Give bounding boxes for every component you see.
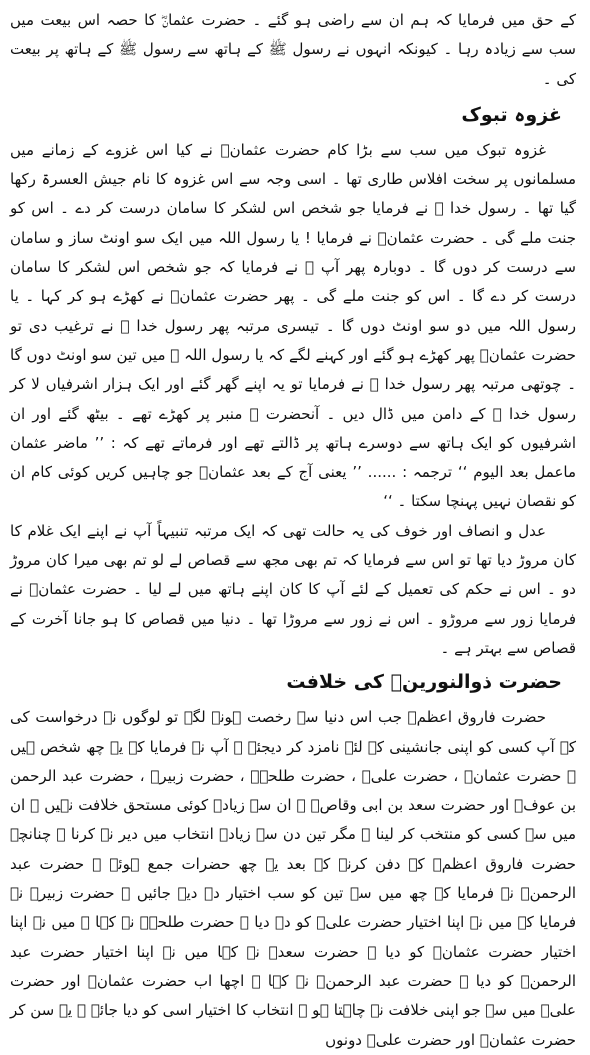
paragraph-tabuk: غزوہ تبوک میں سب سے بڑا کام حضرت عثمانؓ نے کیا اس غزوے کے زمانے میں مسلمانوں پر سخت افلاس طاری تھا ۔ اسی وجہ سے اس غزوہ کا نام جیش العسرۃ رکھا گیا تھا ۔ رسول خدا ﷺ نے فرمایا جو شخص اس لشکر کا سامان درست کر دے ۔ اس کو جنت ملے گی ۔ حضرت عثمانؓ نے فرمایا ! یا رسول اللہ میں ایک سو اونٹ ساز و سامان سے درست کر دوں گا ۔ دوبارہ پھر آپ ﷺ نے فرمایا کہ جو شخص اس لشکر کا سامان درست کر دے گا ۔ اس کو جنت ملے گی ۔ پھر حضرت عثمانؓ نے کھڑے ہو کر کہا ۔ یا رسول اللہ میں دو سو اونٹ دوں گا ۔ تیسری مرتبہ پھر رسول خدا ﷺ نے ترغیب دی تو حضرت عثمانؓ پھر کھڑے ہو گئے اور کہنے لگے کہ یا رسول اللہ ﷺ میں تین سو اونٹ دوں گا ۔ چوتھی مرتبہ پھر رسول خدا ﷺ نے فرمایا تو یہ اپنے گھر گئے اور ایک ہزار اشرفیاں لا کر رسول خدا ﷺ کے دامن میں ڈال دیں ۔ آنحضرت ﷺ منبر پر کھڑے تھے ۔ بیٹھ گئے اور ان اشرفیوں کو ایک ہاتھ سے دوسرے ہاتھ پر ڈالتے تھے اور فرماتے تھے کہ : ’’ ماضر عثمان ماعمل بعد الیوم ‘‘ ترجمہ : ...... ’’ یعنی آج کے بعد عثمانؓ جو چاہیں کریں کوئی کام ان کو نقصان نہیں پہنچا سکتا ۔ ‘‘: [10, 140, 576, 511]
heading-khilafat: حضرت ذوالنورینؓ کی خلافت: [286, 671, 562, 694]
opening-paragraph: کے حق میں فرمایا کہ ہم ان سے راضی ہو گئے ۔ حضرت عثمانؓ کا حصہ اس بیعت میں سب سے زیادہ رہا ۔ کیونکہ انہوں نے رسول ﷺ کے ہاتھ سے رسول ﷺ کے ہاتھ پر بیعت کی ۔: [10, 11, 576, 88]
paragraph-adl: عدل و انصاف اور خوف کی یہ حالت تھی کہ ایک مرتبہ تنبیہاً آپ نے اپنے ایک غلام کا کان مروڑ دیا تھا تو اس سے فرمایا کہ تم بھی مجھ سے قصاص لے لو تم بھی میرا کان مروڑ دو ۔ اس نے حکم کی تعمیل کے لئے آپ کا کان اپنے ہاتھ میں لے لیا ۔ حضرت عثمانؓ نے فرمایا زور سے مروڑو ۔ اس نے زور سے مروڑا تھا ۔ دنیا میں قصاص کا ہو جانا آخرت کے قصاص سے بہتر ہے ۔: [10, 521, 576, 657]
paragraph-khilafat: حضرت فاروق اعظمؓ جب اس دنیا سے رخصت ہونے لگے تو لوگوں نے درخواست کی کہ آپ کسی کو اپنی جانشینی کے لئے نامزد کر دیجئے ۔ آپ نے فرمایا کہ یہ چھ شخص ہیں ۔ حضرت عثمانؓ ، حضرت علیؓ ، حضرت طلحہؓ ، حضرت زبیرؓ ، حضرت عبد الرحمن بن عوفؓ اور حضرت سعد بن ابی وقاصؓ ۔ ان سے زیادہ کوئی مستحق خلافت نہیں ۔ ان میں سے کسی کو منتخب کر لینا ۔ مگر تین دن سے زیادہ انتخاب میں دیر نہ کرنا ۔ چنانچہ حضرت فاروق اعظمؓ کے دفن کرنے کے بعد یہ چھ حضرات جمع ہوئے ۔ حضرت عبد الرحمنؓ نے فرمایا کہ چھ میں سے تین کو سب اختیار دے دیے جائیں ۔ حضرت زبیرؓ نے فرمایا کہ میں نے اپنا اختیار حضرت علیؓ کو دے دیا ۔ حضرت طلحہؓ نے کہا ۔ میں نے اپنا اختیار حضرت عثمانؓ کو دیا ۔ حضرت سعدؓ نے کہا میں نے اپنا اختیار حضرت عبد الرحمنؓ کو دیا ۔ حضرت عبد الرحمنؓ نے کہا ۔ اچھا اب حضرت عثمانؓ اور حضرت علیؓ میں سے جو اپنی خلافت نہ چاہتا ہو ۔ انتخاب کا اختیار اسی کو دیا جائے ۔ یہ سن کر حضرت عثمانؓ اور حضرت علیؓ دونوں: [10, 708, 576, 1049]
heading-ghazwa-tabuk: غزوہ تبوک: [461, 103, 562, 126]
